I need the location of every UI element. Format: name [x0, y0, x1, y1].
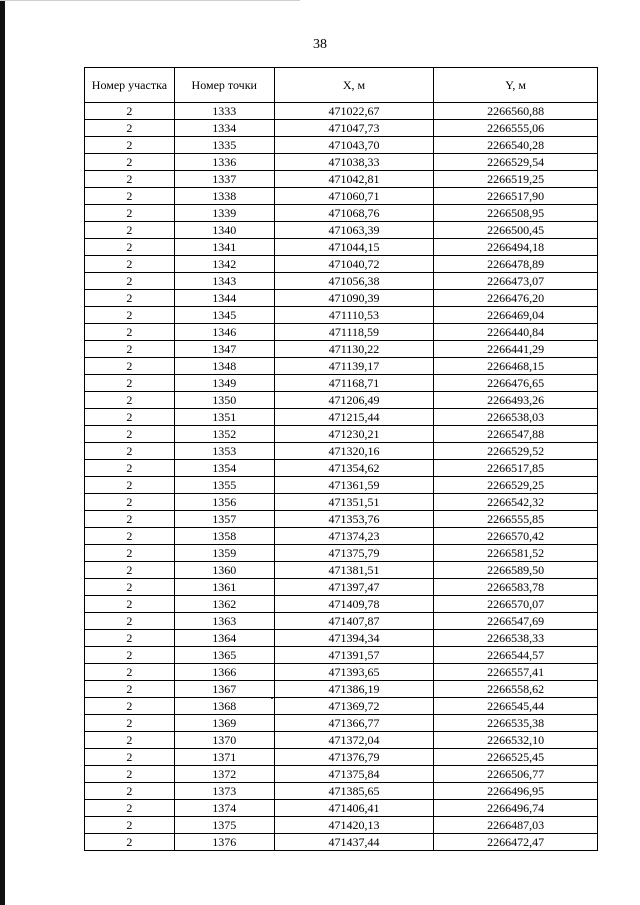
- cell-section-number: 2: [85, 375, 175, 392]
- cell-y: 2266557,41: [434, 664, 598, 681]
- cell-section-number: 2: [85, 596, 175, 613]
- cell-section-number: 2: [85, 290, 175, 307]
- cell-y: 2266547,69: [434, 613, 598, 630]
- cell-point-number: 1365: [174, 647, 274, 664]
- cell-x: 471110,53: [274, 307, 434, 324]
- table-row: [85, 324, 598, 341]
- cell-y: 2266468,15: [434, 358, 598, 375]
- cell-x: 471118,59: [274, 324, 434, 341]
- cell-y: 2266558,62: [434, 681, 598, 698]
- cell-point-number: 1342: [174, 256, 274, 273]
- scan-edge-shadow: [0, 0, 5, 905]
- cell-section-number: 2: [85, 443, 175, 460]
- cell-section-number: 2: [85, 358, 175, 375]
- cell-section-number: 2: [85, 222, 175, 239]
- cell-point-number: 1374: [174, 800, 274, 817]
- cell-y: 2266519,25: [434, 171, 598, 188]
- cell-point-number: 1354: [174, 460, 274, 477]
- cell-y: 2266540,28: [434, 137, 598, 154]
- cell-point-number: 1368: [174, 698, 274, 715]
- table-row: [85, 290, 598, 307]
- table-row: [85, 545, 598, 562]
- cell-section-number: 2: [85, 749, 175, 766]
- cell-y: 2266493,26: [434, 392, 598, 409]
- cell-x: 471090,39: [274, 290, 434, 307]
- cell-x: 471068,76: [274, 205, 434, 222]
- cell-y: 2266441,29: [434, 341, 598, 358]
- cell-y: 2266529,52: [434, 443, 598, 460]
- cell-point-number: 1359: [174, 545, 274, 562]
- cell-y: 2266517,85: [434, 460, 598, 477]
- cell-y: 2266583,78: [434, 579, 598, 596]
- cell-section-number: 2: [85, 239, 175, 256]
- cell-y: 2266544,57: [434, 647, 598, 664]
- cell-point-number: 1344: [174, 290, 274, 307]
- table-row: [85, 307, 598, 324]
- cell-x: 471130,22: [274, 341, 434, 358]
- cell-section-number: 2: [85, 817, 175, 834]
- cell-point-number: 1335: [174, 137, 274, 154]
- cell-y: 2266570,07: [434, 596, 598, 613]
- cell-section-number: 2: [85, 579, 175, 596]
- cell-x: 471386,19: [274, 681, 434, 698]
- table-row: [85, 188, 598, 205]
- cell-section-number: 2: [85, 307, 175, 324]
- cell-point-number: 1339: [174, 205, 274, 222]
- table-row: [85, 528, 598, 545]
- cell-y: 2266494,18: [434, 239, 598, 256]
- table-body: [85, 103, 598, 851]
- cell-x: 471385,65: [274, 783, 434, 800]
- cell-section-number: 2: [85, 698, 175, 715]
- table-row: [85, 698, 598, 715]
- header-point-number: Номер точки: [174, 68, 274, 103]
- cell-x: 471406,41: [274, 800, 434, 817]
- table-row: [85, 358, 598, 375]
- cell-x: 471437,44: [274, 834, 434, 851]
- table-row: [85, 443, 598, 460]
- cell-section-number: 2: [85, 103, 175, 120]
- cell-point-number: 1349: [174, 375, 274, 392]
- cell-x: 471369,72: [274, 698, 434, 715]
- cell-x: 471320,16: [274, 443, 434, 460]
- table-row: [85, 681, 598, 698]
- table-row: [85, 477, 598, 494]
- cell-point-number: 1363: [174, 613, 274, 630]
- cell-point-number: 1371: [174, 749, 274, 766]
- cell-x: 471354,62: [274, 460, 434, 477]
- scan-top-line: [0, 0, 300, 1]
- cell-section-number: 2: [85, 647, 175, 664]
- cell-x: 471047,73: [274, 120, 434, 137]
- table-row: [85, 596, 598, 613]
- header-x-coordinate: X, м: [274, 68, 434, 103]
- coordinates-table: [84, 67, 598, 851]
- cell-x: 471407,87: [274, 613, 434, 630]
- cell-y: 2266517,90: [434, 188, 598, 205]
- cell-point-number: 1358: [174, 528, 274, 545]
- table-row: [85, 817, 598, 834]
- cell-point-number: 1334: [174, 120, 274, 137]
- table-row: [85, 766, 598, 783]
- table-row: [85, 154, 598, 171]
- page-number: 38: [313, 37, 327, 52]
- cell-y: 2266440,84: [434, 324, 598, 341]
- table-row: [85, 103, 598, 120]
- cell-point-number: 1341: [174, 239, 274, 256]
- cell-x: 471042,81: [274, 171, 434, 188]
- cell-section-number: 2: [85, 562, 175, 579]
- cell-x: 471206,49: [274, 392, 434, 409]
- cell-point-number: 1355: [174, 477, 274, 494]
- table-row: [85, 137, 598, 154]
- table-row: [85, 579, 598, 596]
- cell-section-number: 2: [85, 681, 175, 698]
- table-row: [85, 715, 598, 732]
- cell-point-number: 1347: [174, 341, 274, 358]
- cell-y: 2266535,38: [434, 715, 598, 732]
- cell-x: 471230,21: [274, 426, 434, 443]
- cell-y: 2266500,45: [434, 222, 598, 239]
- cell-y: 2266589,50: [434, 562, 598, 579]
- cell-section-number: 2: [85, 137, 175, 154]
- cell-point-number: 1360: [174, 562, 274, 579]
- cell-x: 471063,39: [274, 222, 434, 239]
- cell-x: 471351,51: [274, 494, 434, 511]
- cell-section-number: 2: [85, 205, 175, 222]
- cell-x: 471361,59: [274, 477, 434, 494]
- cell-x: 471040,72: [274, 256, 434, 273]
- cell-y: 2266478,89: [434, 256, 598, 273]
- cell-y: 2266570,42: [434, 528, 598, 545]
- cell-section-number: 2: [85, 256, 175, 273]
- cell-section-number: 2: [85, 800, 175, 817]
- cell-section-number: 2: [85, 460, 175, 477]
- cell-section-number: 2: [85, 409, 175, 426]
- cell-x: 471372,04: [274, 732, 434, 749]
- header-section-number: Номер участка: [85, 68, 175, 103]
- table-row: [85, 800, 598, 817]
- cell-section-number: 2: [85, 545, 175, 562]
- table-row: [85, 562, 598, 579]
- table-row: [85, 630, 598, 647]
- cell-x: 471060,71: [274, 188, 434, 205]
- cell-y: 2266545,44: [434, 698, 598, 715]
- cell-x: 471353,76: [274, 511, 434, 528]
- cell-y: 2266581,52: [434, 545, 598, 562]
- header-y-coordinate: Y, м: [434, 68, 598, 103]
- table-row: [85, 375, 598, 392]
- cell-section-number: 2: [85, 324, 175, 341]
- table-row: [85, 783, 598, 800]
- cell-point-number: 1353: [174, 443, 274, 460]
- cell-point-number: 1346: [174, 324, 274, 341]
- table-row: [85, 341, 598, 358]
- scan-speck: [271, 697, 273, 699]
- cell-x: 471394,34: [274, 630, 434, 647]
- cell-section-number: 2: [85, 834, 175, 851]
- cell-section-number: 2: [85, 630, 175, 647]
- cell-point-number: 1357: [174, 511, 274, 528]
- cell-y: 2266487,03: [434, 817, 598, 834]
- cell-y: 2266496,95: [434, 783, 598, 800]
- cell-x: 471420,13: [274, 817, 434, 834]
- cell-y: 2266555,06: [434, 120, 598, 137]
- cell-x: 471038,33: [274, 154, 434, 171]
- cell-point-number: 1343: [174, 273, 274, 290]
- table-row: [85, 511, 598, 528]
- cell-y: 2266555,85: [434, 511, 598, 528]
- cell-point-number: 1340: [174, 222, 274, 239]
- table-row: [85, 834, 598, 851]
- cell-x: 471056,38: [274, 273, 434, 290]
- cell-y: 2266472,47: [434, 834, 598, 851]
- cell-y: 2266538,33: [434, 630, 598, 647]
- table-row: [85, 392, 598, 409]
- cell-point-number: 1338: [174, 188, 274, 205]
- cell-x: 471215,44: [274, 409, 434, 426]
- cell-point-number: 1362: [174, 596, 274, 613]
- table-row: [85, 273, 598, 290]
- cell-point-number: 1336: [174, 154, 274, 171]
- table-row: [85, 749, 598, 766]
- table-row: [85, 494, 598, 511]
- cell-section-number: 2: [85, 154, 175, 171]
- cell-point-number: 1333: [174, 103, 274, 120]
- cell-section-number: 2: [85, 766, 175, 783]
- cell-point-number: 1350: [174, 392, 274, 409]
- cell-x: 471409,78: [274, 596, 434, 613]
- table-header-row: [85, 68, 598, 103]
- cell-section-number: 2: [85, 188, 175, 205]
- cell-y: 2266476,65: [434, 375, 598, 392]
- cell-section-number: 2: [85, 528, 175, 545]
- cell-x: 471397,47: [274, 579, 434, 596]
- cell-section-number: 2: [85, 477, 175, 494]
- cell-section-number: 2: [85, 494, 175, 511]
- cell-point-number: 1376: [174, 834, 274, 851]
- cell-y: 2266506,77: [434, 766, 598, 783]
- cell-y: 2266508,95: [434, 205, 598, 222]
- cell-section-number: 2: [85, 273, 175, 290]
- cell-x: 471168,71: [274, 375, 434, 392]
- cell-point-number: 1351: [174, 409, 274, 426]
- cell-section-number: 2: [85, 120, 175, 137]
- table-row: [85, 732, 598, 749]
- cell-y: 2266547,88: [434, 426, 598, 443]
- cell-point-number: 1366: [174, 664, 274, 681]
- cell-x: 471375,84: [274, 766, 434, 783]
- cell-point-number: 1345: [174, 307, 274, 324]
- cell-point-number: 1369: [174, 715, 274, 732]
- table-row: [85, 664, 598, 681]
- cell-y: 2266473,07: [434, 273, 598, 290]
- table-row: [85, 613, 598, 630]
- cell-point-number: 1375: [174, 817, 274, 834]
- cell-x: 471381,51: [274, 562, 434, 579]
- cell-section-number: 2: [85, 426, 175, 443]
- cell-y: 2266529,54: [434, 154, 598, 171]
- cell-point-number: 1364: [174, 630, 274, 647]
- cell-y: 2266469,04: [434, 307, 598, 324]
- cell-point-number: 1337: [174, 171, 274, 188]
- cell-section-number: 2: [85, 511, 175, 528]
- cell-section-number: 2: [85, 613, 175, 630]
- cell-x: 471043,70: [274, 137, 434, 154]
- cell-section-number: 2: [85, 664, 175, 681]
- cell-y: 2266496,74: [434, 800, 598, 817]
- cell-y: 2266525,45: [434, 749, 598, 766]
- cell-point-number: 1373: [174, 783, 274, 800]
- cell-point-number: 1367: [174, 681, 274, 698]
- table-row: [85, 239, 598, 256]
- table-row: [85, 460, 598, 477]
- cell-point-number: 1348: [174, 358, 274, 375]
- cell-x: 471375,79: [274, 545, 434, 562]
- cell-y: 2266532,10: [434, 732, 598, 749]
- table-row: [85, 647, 598, 664]
- cell-point-number: 1372: [174, 766, 274, 783]
- cell-section-number: 2: [85, 392, 175, 409]
- cell-x: 471376,79: [274, 749, 434, 766]
- cell-section-number: 2: [85, 732, 175, 749]
- cell-x: 471139,17: [274, 358, 434, 375]
- cell-point-number: 1361: [174, 579, 274, 596]
- cell-y: 2266538,03: [434, 409, 598, 426]
- table-row: [85, 120, 598, 137]
- table-row: [85, 205, 598, 222]
- cell-point-number: 1356: [174, 494, 274, 511]
- cell-y: 2266542,32: [434, 494, 598, 511]
- table-row: [85, 171, 598, 188]
- cell-x: 471022,67: [274, 103, 434, 120]
- cell-section-number: 2: [85, 715, 175, 732]
- cell-y: 2266560,88: [434, 103, 598, 120]
- cell-x: 471393,65: [274, 664, 434, 681]
- cell-point-number: 1352: [174, 426, 274, 443]
- cell-section-number: 2: [85, 341, 175, 358]
- table-row: [85, 222, 598, 239]
- table-row: [85, 256, 598, 273]
- cell-point-number: 1370: [174, 732, 274, 749]
- cell-x: 471391,57: [274, 647, 434, 664]
- cell-y: 2266529,25: [434, 477, 598, 494]
- cell-y: 2266476,20: [434, 290, 598, 307]
- table-row: [85, 426, 598, 443]
- cell-x: 471374,23: [274, 528, 434, 545]
- cell-section-number: 2: [85, 783, 175, 800]
- cell-section-number: 2: [85, 171, 175, 188]
- cell-x: 471366,77: [274, 715, 434, 732]
- cell-x: 471044,15: [274, 239, 434, 256]
- table-row: [85, 409, 598, 426]
